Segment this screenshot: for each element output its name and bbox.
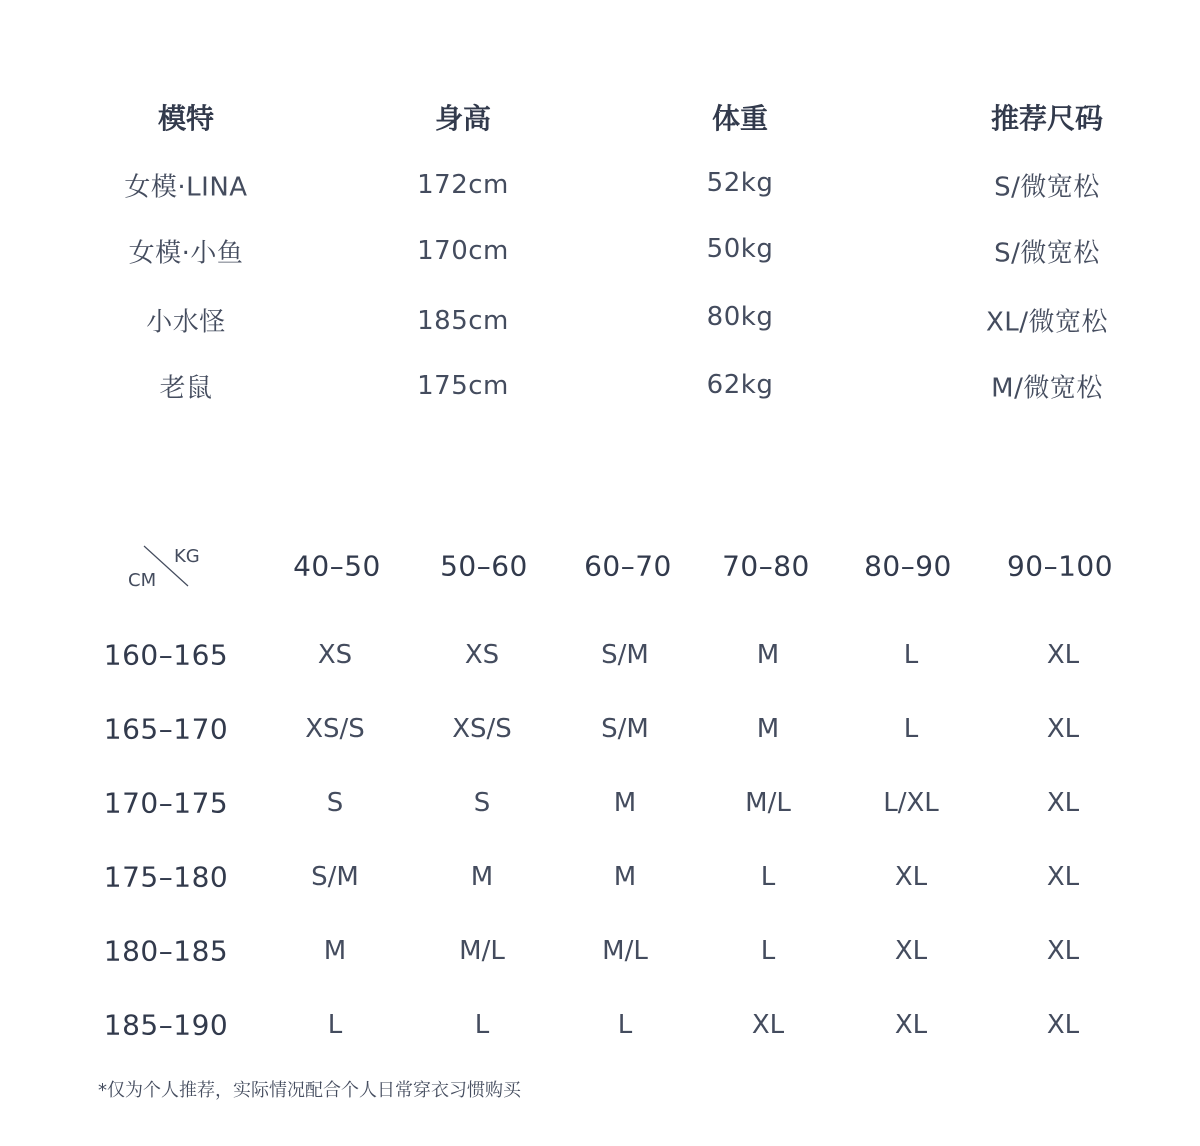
size-cell: M (613, 862, 637, 892)
model-weight: 52kg (706, 168, 774, 198)
model-size: M/微宽松 (991, 373, 1103, 404)
weight-range-header: 70–80 (722, 549, 810, 583)
model-name: 小水怪 (146, 307, 226, 338)
size-cell: S/M (601, 640, 649, 670)
size-cell: S/M (601, 714, 649, 744)
weight-unit-label: KG (174, 546, 200, 567)
size-cell: L (617, 1010, 633, 1040)
size-cell: M/L (745, 788, 791, 818)
size-cell: M (470, 862, 494, 892)
size-cell: L (327, 1010, 343, 1040)
size-cell: XL (894, 1010, 928, 1040)
weight-range-header: 40–50 (293, 549, 381, 583)
size-cell: XL (751, 1010, 785, 1040)
model-weight: 62kg (706, 370, 774, 400)
model-size: S/微宽松 (994, 172, 1100, 203)
size-cell: XL (1046, 862, 1080, 892)
size-cell: XL (1046, 788, 1080, 818)
size-cell: XS/S (305, 714, 365, 744)
weight-range-header: 80–90 (864, 549, 952, 583)
weight-range-header: 50–60 (440, 549, 528, 583)
size-cell: XL (1046, 714, 1080, 744)
size-cell: XL (894, 936, 928, 966)
size-cell: XL (894, 862, 928, 892)
size-cell: XL (1046, 640, 1080, 670)
header-recommended-size: 推荐尺码 (990, 102, 1104, 135)
height-range-label: 175–180 (103, 860, 229, 894)
height-range-label: 185–190 (103, 1008, 229, 1042)
height-range-label: 180–185 (103, 934, 229, 968)
model-size: S/微宽松 (994, 238, 1100, 269)
size-cell: M/L (459, 936, 505, 966)
header-model: 模特 (157, 102, 215, 135)
size-cell: L (760, 862, 776, 892)
size-cell: XS (464, 640, 500, 670)
height-range-label: 170–175 (103, 786, 229, 820)
header-weight: 体重 (711, 102, 769, 135)
header-height: 身高 (434, 102, 492, 135)
footnote: *仅为个人推荐，实际情况配合个人日常穿衣习惯购买 (98, 1080, 521, 1101)
size-cell: XL (1046, 936, 1080, 966)
model-name: 女模·小鱼 (128, 238, 244, 269)
height-range-label: 160–165 (103, 638, 229, 672)
weight-range-header: 60–70 (584, 549, 672, 583)
model-height: 185cm (417, 306, 509, 336)
model-name: 老鼠 (159, 373, 213, 404)
model-weight: 80kg (706, 302, 774, 332)
size-cell: XS/S (452, 714, 512, 744)
model-size: XL/微宽松 (985, 307, 1109, 338)
size-cell: M (323, 936, 347, 966)
model-name: 女模·LINA (124, 172, 248, 203)
size-cell: M (756, 714, 780, 744)
model-height: 175cm (417, 371, 509, 401)
height-range-label: 165–170 (103, 712, 229, 746)
size-cell: S/M (311, 862, 359, 892)
size-cell: XL (1046, 1010, 1080, 1040)
model-height: 172cm (417, 170, 509, 200)
size-cell: S (326, 788, 344, 818)
size-cell: XS (317, 640, 353, 670)
unit-corner-cell (124, 540, 214, 596)
size-cell: L (903, 714, 919, 744)
size-cell: M/L (602, 936, 648, 966)
model-weight: 50kg (706, 234, 774, 264)
weight-range-header: 90–100 (1006, 549, 1114, 583)
size-cell: L (903, 640, 919, 670)
size-cell: S (473, 788, 491, 818)
model-height: 170cm (417, 236, 509, 266)
size-cell: L/XL (883, 788, 939, 818)
height-unit-label: CM (128, 570, 157, 591)
size-cell: M (613, 788, 637, 818)
size-cell: M (756, 640, 780, 670)
size-cell: L (474, 1010, 490, 1040)
size-cell: L (760, 936, 776, 966)
